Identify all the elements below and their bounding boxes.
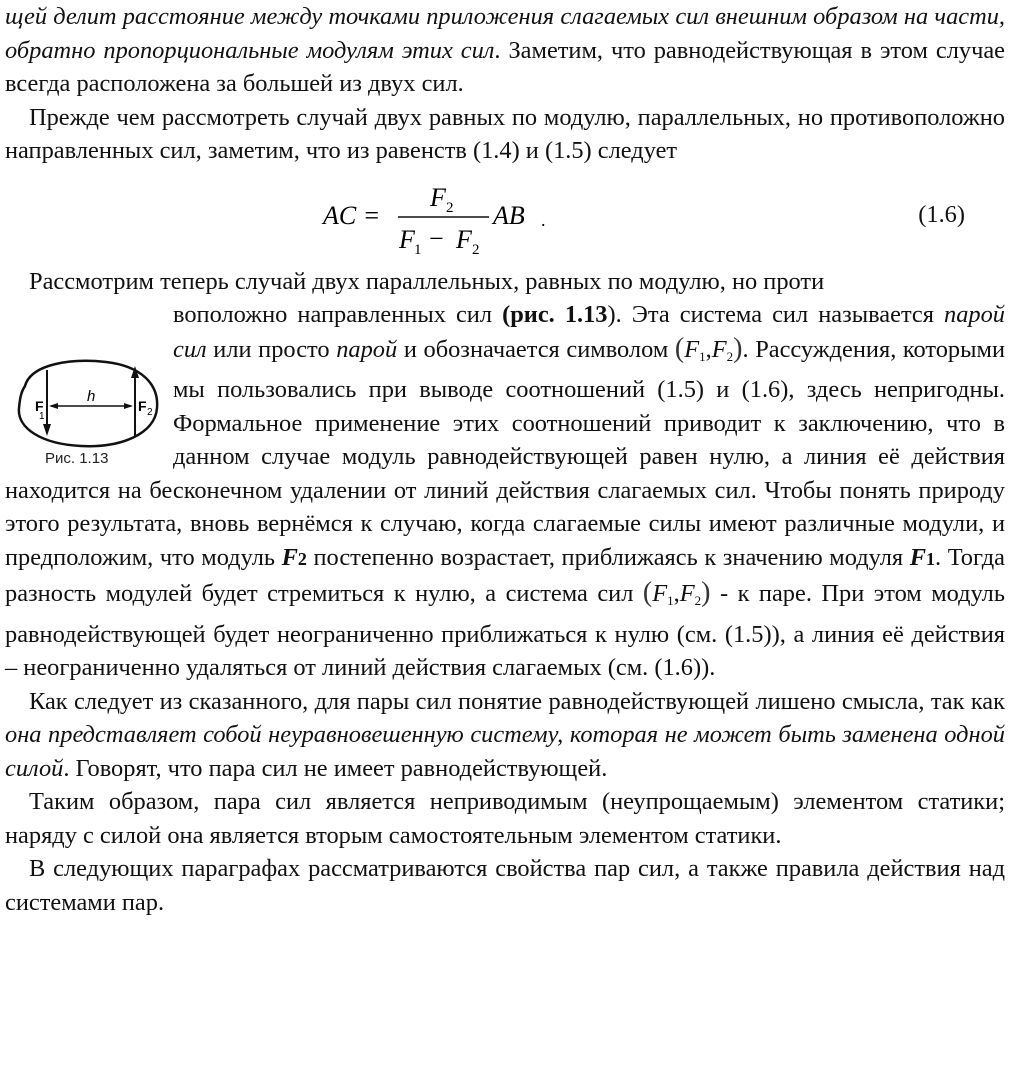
formula-den-minus: − xyxy=(429,223,444,253)
equation-1-6 xyxy=(5,170,1005,265)
pair-f1: F xyxy=(684,335,700,363)
pair-open: ( xyxy=(674,332,685,364)
pair-close: ) xyxy=(733,332,743,364)
p3-part-h: - к паре. При этом модуль равнодействующей будет неограниченно приближаться к нулю (см. (1.5)), а линия её действия – неограниченно удаляться от линий действия слагаемых (см. (1.6)). xyxy=(5,580,1005,681)
label-h: h xyxy=(87,388,96,405)
formula-numerator-sub: 2 xyxy=(446,199,454,216)
formula-den-f2: F xyxy=(456,224,472,254)
p4-part-a: Как следует из сказанного, для пары сил понятие равнодействующей лишено смысла, так как xyxy=(29,687,1005,715)
paragraph-3-first-line: Рассмотрим теперь случай двух параллельных, равных по модулю, но проти xyxy=(29,267,825,295)
label-f1-sub: 1 xyxy=(39,411,45,422)
p3-part-f: постепенно возрастает, приближаясь к значению модуля xyxy=(306,543,910,571)
p4-italic: она представляет собой неуравновешенную систему, которая не может быть заменена одной силой xyxy=(5,721,1005,782)
paragraph-1-italic: щей делит расстояние между точками приложения слагаемых сил внешним образом на части, обратно пропорциональные модулям этих сил xyxy=(5,3,1005,64)
couple-diagram xyxy=(11,356,163,456)
formula-numerator: F xyxy=(430,182,446,212)
symbol-f2-sub: 2 xyxy=(297,548,307,569)
formula-den-f1-sub: 1 xyxy=(414,241,422,258)
pair-comma: , xyxy=(673,580,680,607)
formula-lhs: AC = xyxy=(323,200,381,230)
pair-f1-sub: 1 xyxy=(667,593,674,608)
paragraph-5: Таким образом, пара сил является неприводимым (неупрощаемым) элементом статики; наряду с силой она является вторым самостоятельным элементом статики. xyxy=(5,788,1005,849)
pair-f2: F xyxy=(679,580,695,607)
paragraph-1 xyxy=(5,0,1005,101)
pair-f1: F xyxy=(652,580,668,607)
term-para-sil: парой сил xyxy=(173,301,1005,363)
page xyxy=(5,0,1005,919)
pair-comma: , xyxy=(705,335,712,363)
arm-arrow-left xyxy=(49,403,58,409)
p3-part-d: и обозначается символом xyxy=(397,335,675,363)
paragraph-1-tail: . Заметим, что равнодействующая в этом случае всегда расположена за большей из двух сил. xyxy=(5,36,1005,97)
formula xyxy=(321,170,581,265)
formula-dot: . xyxy=(541,209,546,230)
paragraph-4 xyxy=(5,685,1005,786)
label-f2: F xyxy=(138,398,147,414)
formula-den-f2-sub: 2 xyxy=(472,241,480,258)
formula-den-f1: F xyxy=(399,224,415,254)
label-f2-sub: 2 xyxy=(147,407,153,418)
figure-reference: (рис. 1.13 xyxy=(502,301,608,328)
pair-f1-sub: 1 xyxy=(699,348,706,364)
p3-part-a: воположно направленных сил xyxy=(173,301,503,328)
figure-caption: Рис. 1.13 xyxy=(45,450,109,467)
p3-part-b: ). Эта система сил называется xyxy=(607,301,945,328)
pair-close: ) xyxy=(701,577,711,608)
pair-open: ( xyxy=(642,577,653,608)
figure-1-13 xyxy=(5,298,173,467)
pair-symbol-1 xyxy=(674,332,743,364)
formula-rhs: AB xyxy=(493,200,525,230)
p3-part-e: . Рассуждения, которыми мы пользовались при выводе соотношений (1.5) и (1.6), здесь непригодны. Формальное применение этих соотношений приводит к заключению, что в данном случае модуль равнодействующей равен нулю, а линия её действия находится на бесконечном удалении от линий действия слагаемых сил. Чтобы понять природу этого результата, вновь вернёмся к случаю, когда слагаемые силы имеют различные модули, и предположим, что модуль xyxy=(5,335,1006,571)
symbol-f1-sub: 1 xyxy=(926,548,936,569)
pair-f2-sub: 2 xyxy=(726,348,734,364)
p4-part-b: . Говорят, что пара сил не имеет равнодействующей. xyxy=(63,754,608,782)
p3-part-c: или просто xyxy=(206,335,337,363)
label-f1: F xyxy=(35,398,44,414)
pair-f2-sub: 2 xyxy=(694,593,702,608)
term-para: парой xyxy=(336,335,398,363)
symbol-f1: F xyxy=(909,543,927,571)
pair-f2: F xyxy=(711,335,727,363)
equation-number: (1.6) xyxy=(918,200,965,228)
p3-part-g: . Тогда разность модулей будет стремиться к нулю, а система сил xyxy=(5,543,1006,607)
pair-symbol-2 xyxy=(642,577,711,608)
paragraph-6: В следующих параграфах рассматриваются свойства пар сил, а также правила действия над системами пар. xyxy=(5,855,1005,916)
symbol-f2: F xyxy=(281,543,298,571)
arm-arrow-right xyxy=(124,403,133,409)
force-f1-arrowhead xyxy=(43,424,51,436)
paragraph-2: Прежде чем рассмотреть случай двух равных по модулю, параллельных, но противоположно направленных сил, заметим, что из равенств (1.4) и (1.5) следует xyxy=(5,103,1005,164)
